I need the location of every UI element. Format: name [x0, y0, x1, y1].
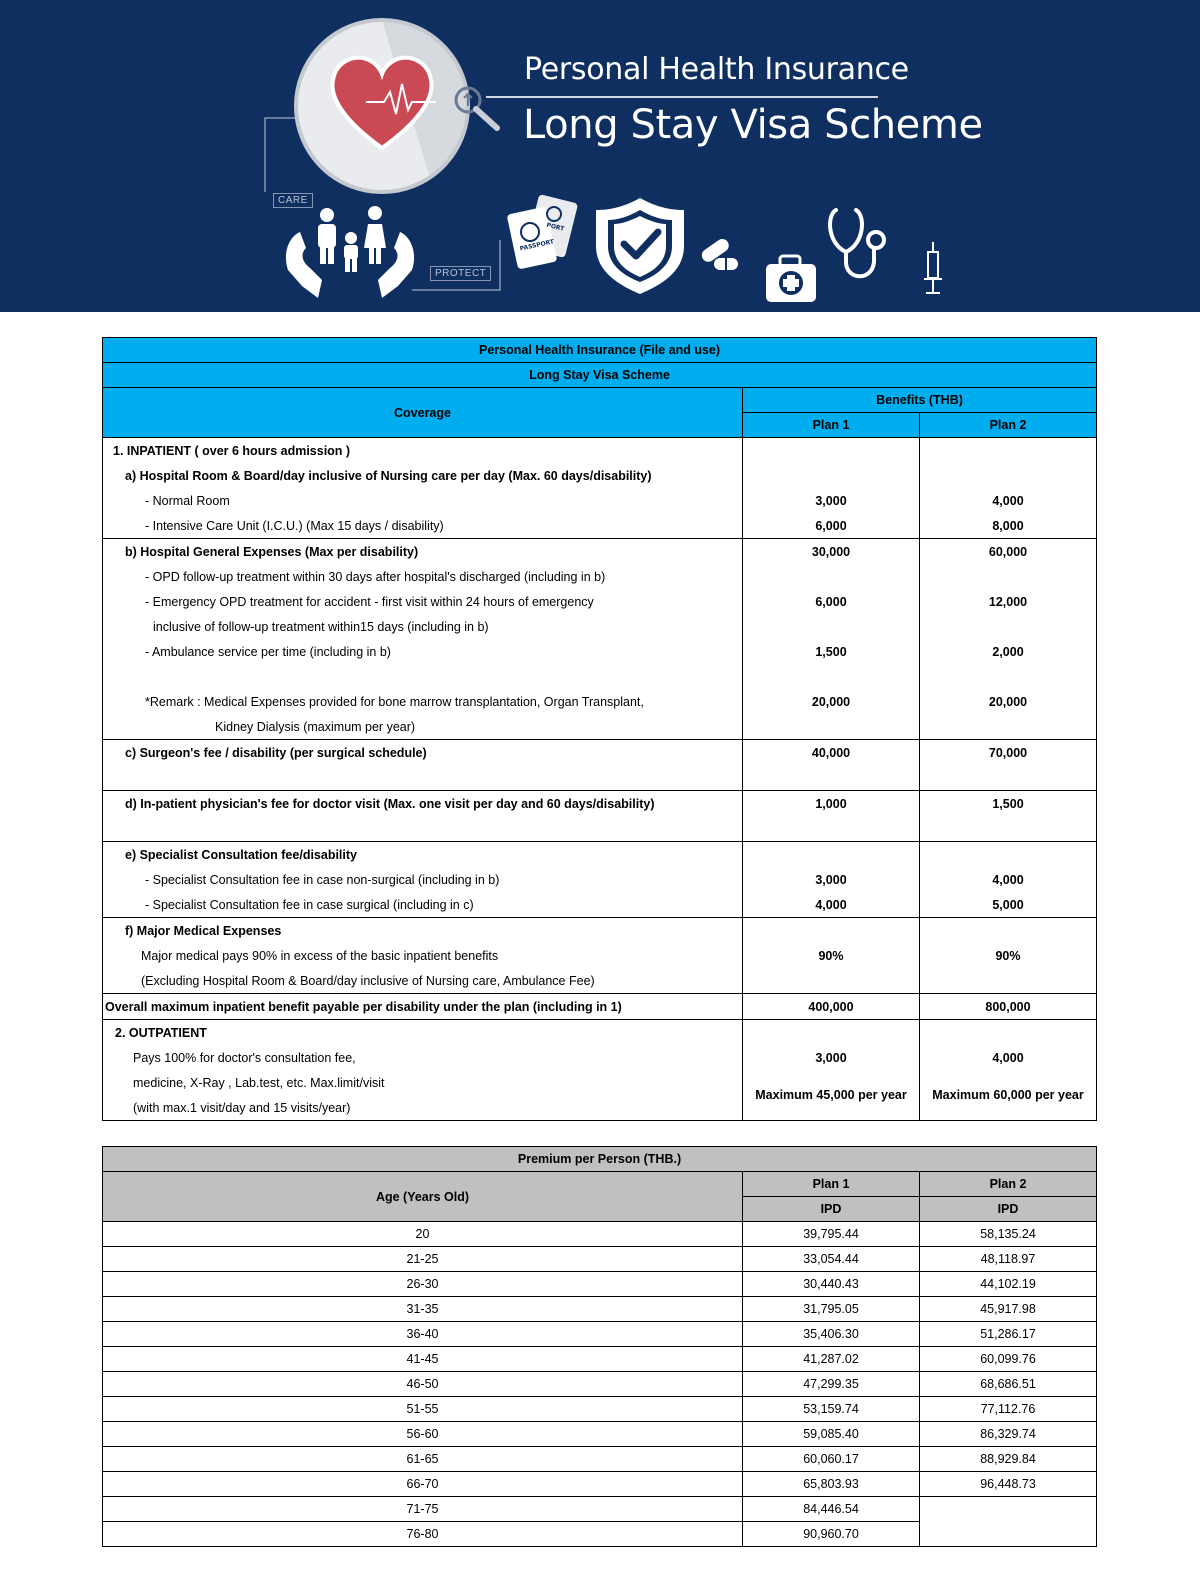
plan2-premium-cell — [920, 1522, 1097, 1547]
coverage-header: Coverage — [103, 388, 743, 438]
outpatient-line1: Pays 100% for doctor's consultation fee, — [133, 1050, 356, 1065]
remark-plan1: 20,000 — [743, 689, 920, 714]
physician-fee-plan2: 1,500 — [920, 791, 1097, 817]
age-cell: 46-50 — [103, 1372, 743, 1397]
overall-max-plan2: 800,000 — [920, 994, 1097, 1020]
specialist-nonsurgical-label: - Specialist Consultation fee in case non-surgical (including in b) — [145, 872, 500, 887]
plan1-header: Plan 1 — [743, 413, 920, 438]
plan2-premium-cell: 60,099.76 — [920, 1347, 1097, 1372]
benefits-table — [102, 337, 1097, 1121]
plan2-premium-cell: 68,686.51 — [920, 1372, 1097, 1397]
general-expenses-plan2: 60,000 — [920, 539, 1097, 565]
plan1-premium-cell: 30,440.43 — [743, 1272, 920, 1297]
outpatient-plan1: 3,000 — [743, 1045, 920, 1070]
major-medical-line1: Major medical pays 90% in excess of the basic inpatient benefits — [141, 948, 499, 963]
plan1-premium-cell: 59,085.40 — [743, 1422, 920, 1447]
pill-icon — [699, 236, 738, 270]
banner-title-line2: Long Stay Visa Scheme — [523, 102, 983, 148]
outpatient-plan2: 4,000 — [920, 1045, 1097, 1070]
table-row — [103, 1297, 1097, 1322]
normal-room-plan1: 3,000 — [743, 488, 920, 513]
overall-max-label: Overall maximum inpatient benefit payable per disability under the plan (including in 1) — [103, 994, 743, 1020]
outpatient-plan2-max: Maximum 60,000 per year — [920, 1070, 1097, 1121]
benefits-table-subtitle: Long Stay Visa Scheme — [103, 363, 1097, 388]
protect-tag: PROTECT — [430, 266, 491, 281]
table-row — [103, 1422, 1097, 1447]
age-cell: 71-75 — [103, 1497, 743, 1522]
stethoscope-icon — [830, 210, 884, 276]
plan1-premium-cell: 35,406.30 — [743, 1322, 920, 1347]
benefits-header: Benefits (THB) — [743, 388, 1097, 413]
physician-fee-label: d) In-patient physician's fee for doctor visit (Max. one visit per day and 60 days/disability) — [103, 791, 743, 817]
surgeon-fee-plan2: 70,000 — [920, 740, 1097, 766]
plan2-header: Plan 2 — [920, 413, 1097, 438]
table-row — [103, 1472, 1097, 1497]
surgeon-fee-plan1: 40,000 — [743, 740, 920, 766]
age-cell: 20 — [103, 1222, 743, 1247]
plan1-premium-cell: 31,795.05 — [743, 1297, 920, 1322]
remark-label: *Remark : Medical Expenses provided for bone marrow transplantation, Organ Transplant, — [145, 694, 644, 709]
care-tag: CARE — [273, 193, 313, 208]
table-row — [103, 1447, 1097, 1472]
plan2-premium-cell: 77,112.76 — [920, 1397, 1097, 1422]
premium-rows — [103, 1222, 1097, 1547]
specialist-surgical-plan2: 5,000 — [920, 892, 1097, 918]
ambulance-plan2: 2,000 — [920, 639, 1097, 664]
banner-illustration — [0, 0, 1200, 312]
table-row — [103, 1272, 1097, 1297]
specialist-label: e) Specialist Consultation fee/disability — [103, 842, 743, 868]
first-aid-kit-icon — [766, 256, 816, 302]
plan1-premium-cell: 33,054.44 — [743, 1247, 920, 1272]
plan1-premium-cell: 47,299.35 — [743, 1372, 920, 1397]
age-cell: 31-35 — [103, 1297, 743, 1322]
outpatient-line2: medicine, X-Ray , Lab.test, etc. Max.limit/visit — [133, 1075, 385, 1090]
plan1-premium-cell: 90,960.70 — [743, 1522, 920, 1547]
overall-max-plan1: 400,000 — [743, 994, 920, 1020]
age-cell: 66-70 — [103, 1472, 743, 1497]
table-row — [103, 1222, 1097, 1247]
icu-plan2: 8,000 — [920, 513, 1097, 539]
passport-label-2: PORT — [545, 221, 565, 233]
table-row — [103, 1247, 1097, 1272]
premium-table-title: Premium per Person (THB.) — [103, 1147, 1097, 1172]
table-row — [103, 1372, 1097, 1397]
premium-plan2-header: Plan 2 — [920, 1172, 1097, 1197]
age-cell: 76-80 — [103, 1522, 743, 1547]
age-cell: 21-25 — [103, 1247, 743, 1272]
specialist-nonsurgical-plan2: 4,000 — [920, 867, 1097, 892]
remark-cont: Kidney Dialysis (maximum per year) — [215, 719, 416, 734]
banner-title-line1: Personal Health Insurance — [524, 52, 909, 87]
plan2-premium-cell: 48,118.97 — [920, 1247, 1097, 1272]
specialist-surgical-plan1: 4,000 — [743, 892, 920, 918]
table-row — [103, 1397, 1097, 1422]
benefits-table-title: Personal Health Insurance (File and use) — [103, 338, 1097, 363]
table-row — [103, 1322, 1097, 1347]
normal-room-label: - Normal Room — [145, 493, 230, 508]
age-cell: 41-45 — [103, 1347, 743, 1372]
major-medical-label: f) Major Medical Expenses — [103, 918, 743, 944]
plan2-premium-cell: 44,102.19 — [920, 1272, 1097, 1297]
table-row — [103, 1522, 1097, 1547]
plan1-premium-cell: 39,795.44 — [743, 1222, 920, 1247]
plan1-premium-cell: 60,060.17 — [743, 1447, 920, 1472]
major-medical-plan2: 90% — [920, 943, 1097, 968]
plan1-premium-cell: 65,803.93 — [743, 1472, 920, 1497]
table-row — [103, 1497, 1097, 1522]
ambulance-plan1: 1,500 — [743, 639, 920, 664]
age-cell: 51-55 — [103, 1397, 743, 1422]
opd-followup-label: - OPD follow-up treatment within 30 days after hospital's discharged (including in b) — [145, 569, 606, 584]
specialist-surgical-label: - Specialist Consultation fee in case surgical (including in c) — [145, 897, 474, 912]
ambulance-label: - Ambulance service per time (including in b) — [145, 644, 391, 659]
surgeon-fee-label: c) Surgeon's fee / disability (per surgical schedule) — [103, 740, 743, 766]
outpatient-line3: (with max.1 visit/day and 15 visits/year) — [133, 1100, 351, 1115]
plan2-premium-cell — [920, 1497, 1097, 1522]
passport-label-1: PASSPORT — [519, 238, 555, 253]
age-cell: 61-65 — [103, 1447, 743, 1472]
physician-fee-plan1: 1,000 — [743, 791, 920, 817]
age-header: Age (Years Old) — [103, 1172, 743, 1222]
ipd1-header: IPD — [743, 1197, 920, 1222]
passport-icon — [507, 194, 579, 270]
syringe-icon — [924, 242, 942, 293]
general-expenses-plan1: 30,000 — [743, 539, 920, 565]
age-cell: 36-40 — [103, 1322, 743, 1347]
room-board-label: a) Hospital Room & Board/day inclusive of Nursing care per day (Max. 60 days/disability) — [125, 468, 652, 483]
plan2-premium-cell: 51,286.17 — [920, 1322, 1097, 1347]
ipd2-header: IPD — [920, 1197, 1097, 1222]
plan2-premium-cell: 45,917.98 — [920, 1297, 1097, 1322]
inpatient-heading: 1. INPATIENT ( over 6 hours admission ) — [103, 438, 743, 464]
emergency-opd-plan2: 12,000 — [920, 589, 1097, 614]
normal-room-plan2: 4,000 — [920, 488, 1097, 513]
title-divider — [486, 96, 878, 98]
age-cell: 26-30 — [103, 1272, 743, 1297]
icu-plan1: 6,000 — [743, 513, 920, 539]
plan2-premium-cell: 86,329.74 — [920, 1422, 1097, 1447]
header-banner — [0, 0, 1200, 312]
premium-table — [102, 1146, 1097, 1547]
outpatient-plan1-max: Maximum 45,000 per year — [743, 1070, 920, 1121]
emergency-opd-cont: inclusive of follow-up treatment within15 days (including in b) — [153, 619, 489, 634]
emergency-opd-plan1: 6,000 — [743, 589, 920, 614]
remark-plan2: 20,000 — [920, 689, 1097, 714]
outpatient-heading: 2. OUTPATIENT — [103, 1020, 743, 1046]
shield-check-icon — [596, 198, 684, 294]
icu-label: - Intensive Care Unit (I.C.U.) (Max 15 days / disability) — [145, 518, 444, 533]
family-protect-icon — [286, 206, 414, 298]
plan1-premium-cell: 53,159.74 — [743, 1397, 920, 1422]
plan2-premium-cell: 58,135.24 — [920, 1222, 1097, 1247]
plan2-premium-cell: 88,929.84 — [920, 1447, 1097, 1472]
plan1-premium-cell: 41,287.02 — [743, 1347, 920, 1372]
specialist-nonsurgical-plan1: 3,000 — [743, 867, 920, 892]
general-expenses-label: b) Hospital General Expenses (Max per disability) — [103, 539, 743, 565]
major-medical-plan1: 90% — [743, 943, 920, 968]
major-medical-line2: (Excluding Hospital Room & Board/day inclusive of Nursing care, Ambulance Fee) — [141, 973, 595, 988]
plan2-premium-cell: 96,448.73 — [920, 1472, 1097, 1497]
table-row — [103, 1347, 1097, 1372]
premium-plan1-header: Plan 1 — [743, 1172, 920, 1197]
emergency-opd-label: - Emergency OPD treatment for accident - first visit within 24 hours of emergency — [145, 594, 594, 609]
plan1-premium-cell: 84,446.54 — [743, 1497, 920, 1522]
age-cell: 56-60 — [103, 1422, 743, 1447]
